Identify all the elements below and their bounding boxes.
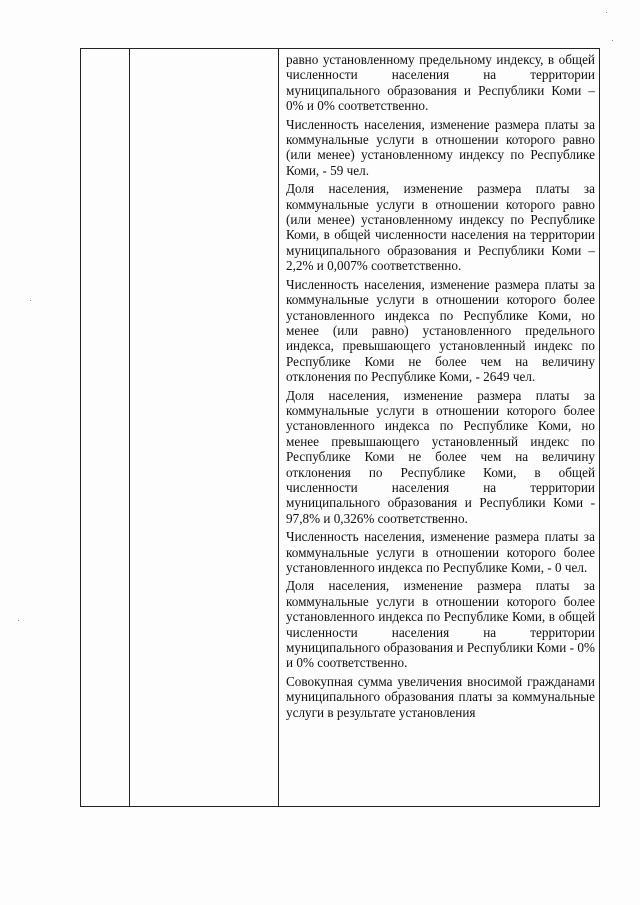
- table-cell-text: [286, 52, 595, 806]
- scan-speck: [606, 12, 607, 13]
- paragraph: Совокупная сумма увеличения вносимой гражданами муниципального образования платы за коммунальные услуги в результате установления: [286, 673, 595, 720]
- document-table: [80, 48, 600, 807]
- scan-speck: [18, 620, 19, 621]
- paragraph: Доля населения, изменение размера платы за коммунальные услуги в отношении которого более установленного индекса по Республике Коми, но менее превышающего установленный индекс по Республике Коми не более чем на величину отклонения по Республике Коми, в общей численности населения на территории муниципального образования и Республики Коми - 97,8% и 0,326% соответственно.: [286, 387, 595, 526]
- scan-speck: [30, 300, 31, 301]
- column-divider: [129, 49, 130, 806]
- scan-speck: [612, 40, 613, 41]
- paragraph: Численность населения, изменение размера платы за коммунальные услуги в отношении которого равно (или менее) установленному индексу по Республике Коми, - 59 чел.: [286, 116, 595, 178]
- column-divider: [278, 49, 279, 806]
- paragraph: равно установленному предельному индексу, в общей численности населения на территории муниципального образования и Республики Коми – 0% и 0% соответственно.: [286, 52, 595, 114]
- paragraph: Численность населения, изменение размера платы за коммунальные услуги в отношении которого более установленного индекса по Республике Коми, но менее (или равно) установленного предельного индекса, превышающего установленный индекс по Республике Коми не более чем на величину отклонения по Республике Коми, - 2649 чел.: [286, 276, 595, 385]
- paragraph: Численность населения, изменение размера платы за коммунальные услуги в отношении которого более установленного индекса по Республике Коми, - 0 чел.: [286, 529, 595, 575]
- paragraph: Доля населения, изменение размера платы за коммунальные услуги в отношении которого равно (или менее) установленному индексу по Республике Коми, в общей численности населения на территории муниципального образования и Республики Коми – 2,2% и 0,007% соответственно.: [286, 181, 595, 274]
- paragraph: Доля населения, изменение размера платы за коммунальные услуги в отношении которого более установленного индекса по Республике Коми, в общей численности населения на территории муниципального образования и Республики Коми - 0% и 0% соответственно.: [286, 578, 595, 671]
